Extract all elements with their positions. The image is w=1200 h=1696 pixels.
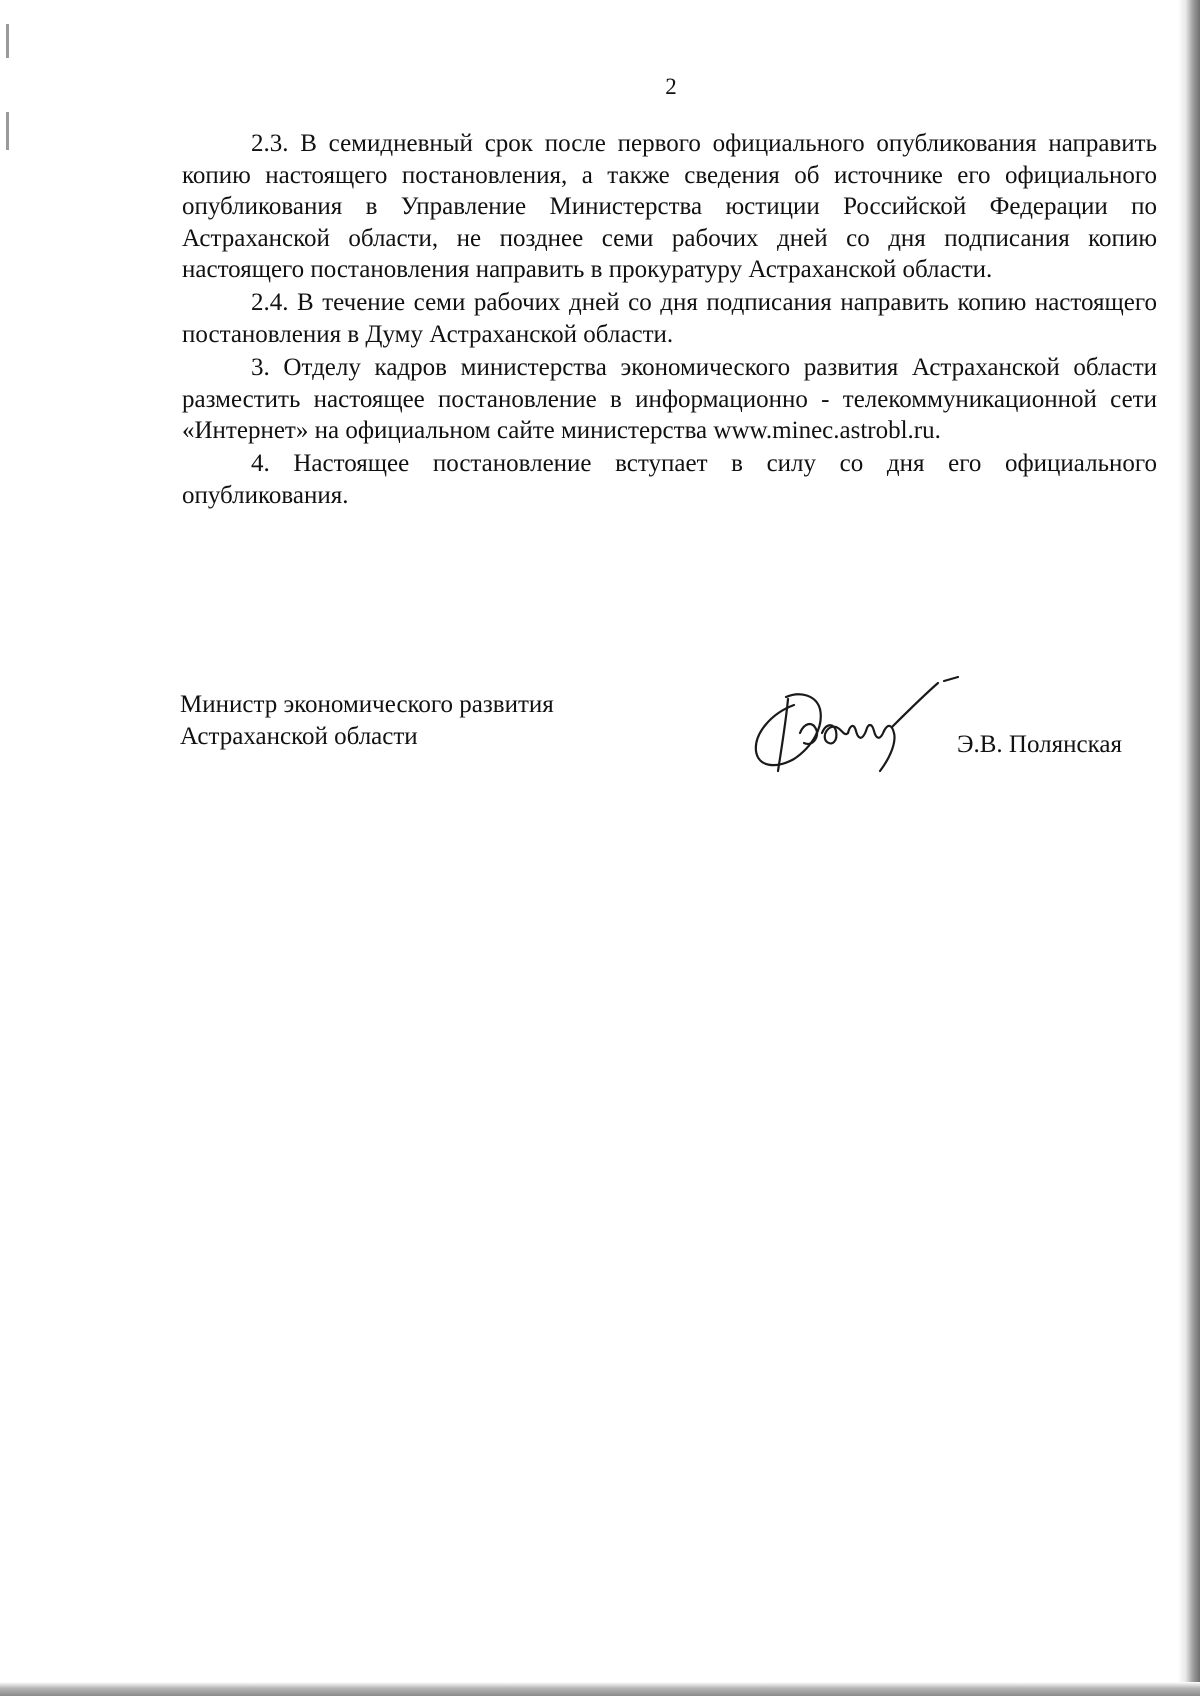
handwritten-signature: [742, 675, 974, 785]
paragraph-4: 4. Настоящее постановление вступает в силу со дня его официального опубликования.: [182, 450, 1157, 510]
page-number: 2: [665, 74, 677, 99]
paragraph-2-3: 2.3. В семидневный срок после первого официального опубликования направить копию настоящего постановления, а также сведения об источнике его официального опубликования в Управление Министерства юстиции Российской Федерации по Астраханской области, не позднее семи рабочих дней со дня подписания копию настоящего постановления направить в прокуратуру Астраханской области.: [182, 130, 1157, 284]
signer-name: Э.В. Полянская: [957, 731, 1122, 758]
document-body: [182, 128, 1157, 513]
scan-left-mark: [6, 24, 9, 58]
scan-right-edge: [1178, 0, 1200, 1696]
scan-bottom-edge: [0, 1682, 1200, 1696]
signer-title: Министр экономического развития: [180, 691, 554, 718]
signature-block: [180, 689, 1160, 769]
signer-region: Астраханской области: [180, 722, 418, 750]
paragraph-2-4: 2.4. В течение семи рабочих дней со дня подписания направить копию настоящего постановления в Думу Астраханской области.: [182, 289, 1157, 349]
scan-left-mark: [6, 112, 9, 150]
paragraph-3: 3. Отделу кадров министерства экономического развития Астраханской области разместить настоящее постановление в информационно - телекоммуникационной сети «Интернет» на официальном сайте министерства www.minec.astrobl.ru.: [182, 354, 1157, 445]
